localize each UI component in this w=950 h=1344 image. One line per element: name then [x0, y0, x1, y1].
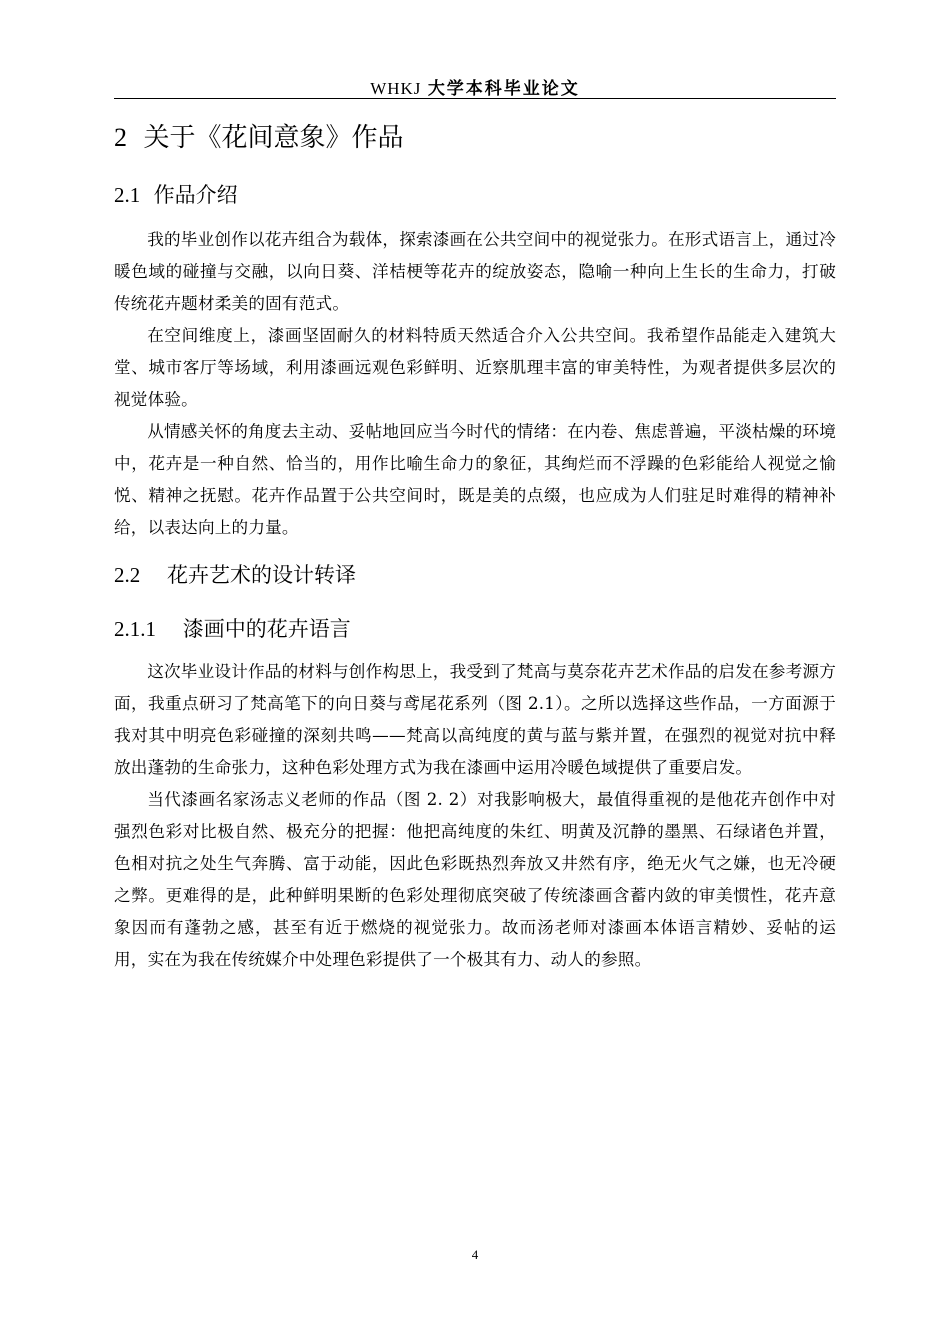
section-title: 作品介绍: [153, 183, 238, 207]
header-title: 大学本科毕业论文: [427, 79, 580, 99]
header-divider: [114, 98, 836, 99]
section-number: 2.1: [114, 183, 141, 207]
chapter-number: 2: [114, 123, 127, 152]
page-number: 4: [471, 1247, 479, 1262]
chapter-title: 关于《花间意象》作品: [143, 123, 404, 153]
paragraph: 这次毕业设计作品的材料与创作构思上，我受到了梵高与莫奈花卉艺术作品的启发在参考源方面，我重点研习了梵高笔下的向日葵与鸢尾花系列（图 2.1）。之所以选择这些作品，一方面源于我对其中明亮色彩碰撞的深刻共鸣——梵高以高纯度的黄与蓝与紫并置，在强烈的视觉对抗中释放出蓬勃的生命张力，这种色彩处理方式为我在漆画中运用冷暖色域提供了重要启发。: [114, 662, 836, 777]
subsection-number: 2.1.1: [114, 617, 156, 641]
paragraph: 在空间维度上，漆画坚固耐久的材料特质天然适合介入公共空间。我希望作品能走入建筑大堂、城市客厅等场域，利用漆画远观色彩鲜明、近察肌理丰富的审美特性，为观者提供多层次的视觉体验。: [114, 326, 836, 409]
paragraph: 我的毕业创作以花卉组合为载体，探索漆画在公共空间中的视觉张力。在形式语言上，通过冷暖色域的碰撞与交融，以向日葵、洋桔梗等花卉的绽放姿态，隐喻一种向上生长的生命力，打破传统花卉题材柔美的固有范式。: [114, 230, 836, 313]
section-heading-2-2: [114, 558, 836, 592]
chapter-heading: [114, 112, 836, 164]
section-title: 花卉艺术的设计转译: [166, 563, 356, 587]
subsection-title: 漆画中的花卉语言: [182, 617, 351, 641]
section-number: 2.2: [114, 563, 141, 587]
header-code: WHKJ: [370, 79, 422, 98]
running-header: [114, 74, 836, 99]
paragraph: 当代漆画名家汤志义老师的作品（图 2. 2）对我影响极大，最值得重视的是他花卉创作中对强烈色彩对比极自然、极充分的把握：他把高纯度的朱红、明黄及沉静的墨黑、石绿诸色并置，色相对抗之处生气奔腾、富于动能，因此色彩既热烈奔放又井然有序，绝无火气之嫌，也无冷硬之弊。更难得的是，此种鲜明果断的色彩处理彻底突破了传统漆画含蓄内敛的审美惯性，花卉意象因而有蓬勃之感，甚至有近于燃烧的视觉张力。故而汤老师对漆画本体语言精妙、妥帖的运用，实在为我在传统媒介中处理色彩提供了一个极其有力、动人的参照。: [114, 790, 836, 969]
subsection-heading-2-1-1: [114, 612, 836, 646]
section-heading-2-1: [114, 178, 836, 212]
page-body: [114, 112, 836, 976]
paragraph: 从情感关怀的角度去主动、妥帖地回应当今时代的情绪：在内卷、焦虑普遍，平淡枯燥的环境中，花卉是一种自然、恰当的，用作比喻生命力的象征，其绚烂而不浮躁的色彩能给人视觉之愉悦、精神之抚慰。花卉作品置于公共空间时，既是美的点缀，也应成为人们驻足时难得的精神补给，以表达向上的力量。: [114, 422, 836, 537]
